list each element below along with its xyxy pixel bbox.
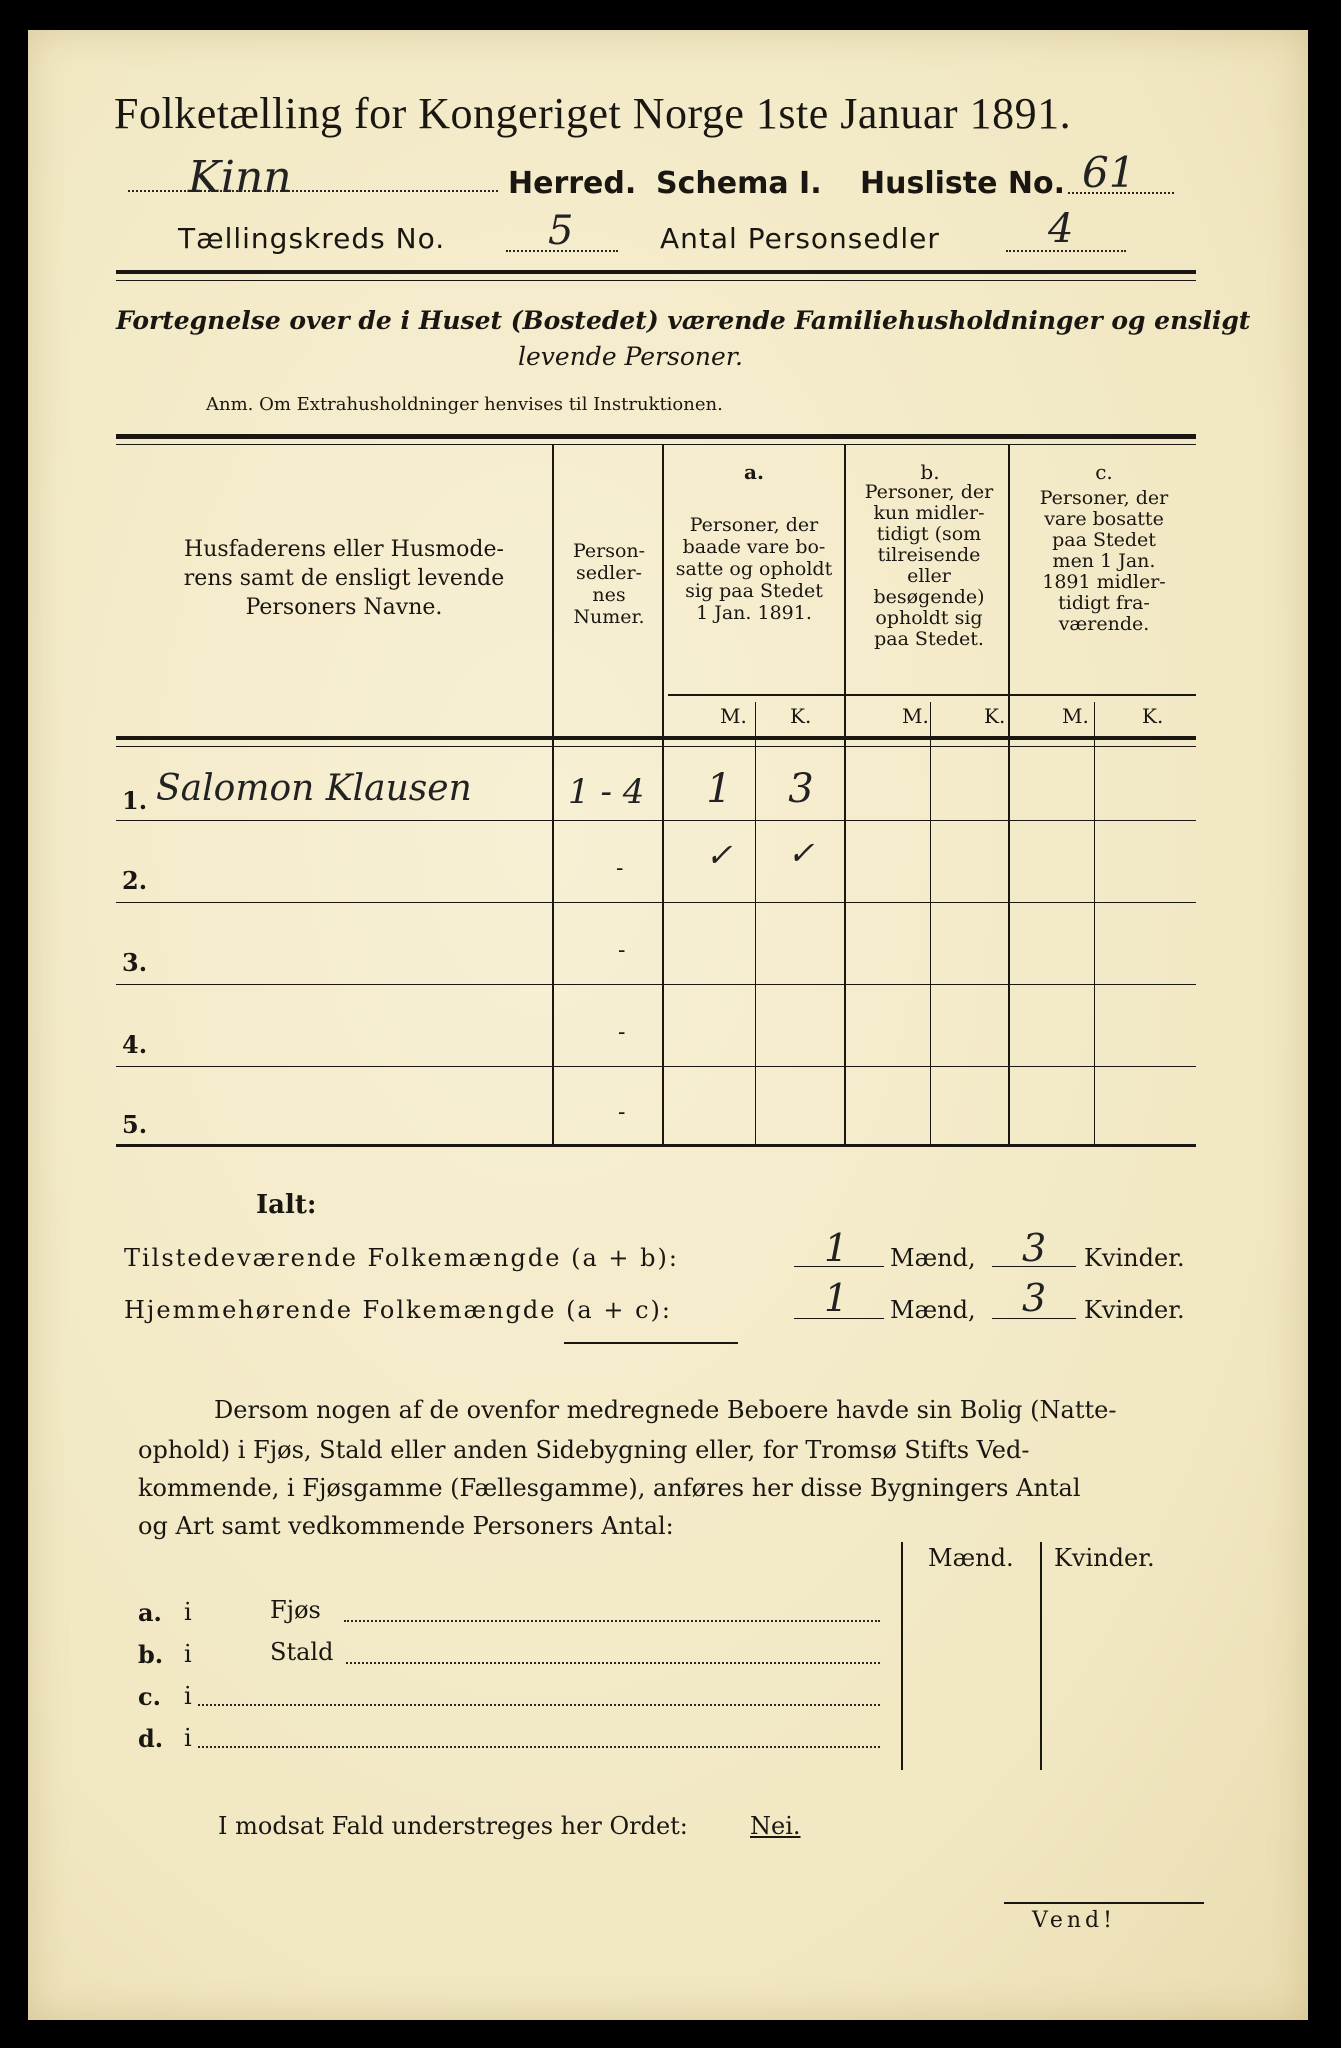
tilstede-m-value: 1	[824, 1226, 849, 1270]
col-c-line: men 1 Jan.	[1052, 550, 1156, 572]
sidebygning-line: kommende, i Fjøsgamme (Fællesgamme), anføres her disse Bygningers Antal	[138, 1474, 1081, 1502]
col-name-line: Personers Navne.	[245, 595, 443, 620]
c-k-label: K.	[1142, 704, 1164, 728]
col-c-line: vare bosatte	[1044, 508, 1164, 530]
col-c-line: værende.	[1058, 613, 1150, 635]
col-b-line: tilreisende	[877, 544, 981, 566]
col-name-header	[124, 535, 564, 622]
kreds-label: Tællingskreds No.	[178, 222, 446, 255]
item-dotline	[198, 1746, 880, 1748]
header-bottom-rule-thin	[116, 746, 1196, 747]
vline-bm	[930, 702, 931, 1144]
anm-note: Anm. Om Extrahusholdninger henvises til Instruktionen.	[206, 394, 723, 415]
row-number: 1.	[122, 786, 148, 815]
nei-word: Nei.	[750, 1812, 801, 1840]
hjemme-label: Hjemmehørende Folkemængde (a + c):	[124, 1296, 672, 1324]
tilstede-k-value: 3	[1022, 1226, 1047, 1270]
item-dotline	[344, 1620, 880, 1622]
table-bottom-rule	[116, 1144, 1196, 1147]
row-sedler: -	[616, 856, 624, 881]
col-b-letter: b.	[920, 460, 940, 484]
col-a-line: 1 Jan. 1891.	[696, 602, 812, 624]
row-name: Salomon Klausen	[156, 768, 472, 809]
b-m-label: M.	[902, 704, 929, 728]
header-bottom-rule	[116, 736, 1196, 740]
c-m-label: M.	[1062, 704, 1089, 728]
col-kvinder-label: Kvinder.	[1054, 1544, 1155, 1572]
a-m-label: M.	[720, 704, 747, 728]
col-num-line: Numer.	[573, 606, 645, 628]
tilstede-maend: Mænd,	[890, 1244, 976, 1272]
item-i: i	[184, 1640, 192, 1668]
col-c-line: Personer, der	[1039, 487, 1169, 509]
husliste-label: Husliste No.	[860, 166, 1065, 201]
row-rule	[116, 902, 1196, 903]
col-name-line: Husfaderens eller Husmode-	[184, 537, 504, 562]
hjemme-m-value: 1	[824, 1276, 849, 1320]
col-a-line: baade vare bo-	[682, 536, 826, 558]
intro-heading-1: Fortegnelse over de i Huset (Bostedet) værende Familiehusholdninger og ensligt	[116, 306, 1251, 335]
kreds-value: 5	[548, 208, 574, 254]
row-rule	[116, 820, 1196, 821]
col-b-line: tidigt (som	[876, 523, 982, 545]
item-label: Fjøs	[270, 1596, 321, 1624]
col-a-line: satte og opholdt	[675, 558, 833, 580]
row-number: 2.	[122, 866, 148, 895]
item-letter: b.	[138, 1640, 164, 1669]
vline-a	[844, 444, 846, 1144]
col-num-line: Person-	[572, 540, 646, 562]
row-number: 5.	[122, 1110, 148, 1139]
vline-b	[1008, 444, 1010, 1144]
table-top-rule-thin	[116, 444, 1196, 445]
col-c-letter: c.	[1095, 460, 1113, 484]
col-b-header	[846, 482, 1012, 650]
item-dotline	[346, 1662, 880, 1664]
col-c-line: paa Stedet	[1052, 529, 1156, 551]
col-a-letter: a.	[744, 460, 764, 484]
sidebygning-line: Dersom nogen af de ovenfor medregnede Beboere havde sin Bolig (Natte-	[214, 1396, 1117, 1424]
sidebygning-line: ophold) i Fjøs, Stald eller anden Sidebygning eller, for Tromsø Stifts Ved-	[138, 1436, 1030, 1464]
item-letter: a.	[138, 1598, 162, 1627]
row-rule	[116, 984, 1196, 985]
col-c-header	[1012, 488, 1196, 635]
item-i: i	[184, 1724, 192, 1752]
row-a-k: ✓	[787, 834, 815, 872]
hjemme-kvinder: Kvinder.	[1084, 1296, 1185, 1324]
col-b-line: opholdt sig	[875, 607, 983, 629]
row-sedler: -	[618, 1020, 626, 1045]
herred-dotline	[128, 190, 498, 192]
col-b-line: paa Stedet.	[874, 628, 984, 650]
vline-num	[662, 444, 664, 1144]
row-number: 3.	[122, 948, 148, 977]
a-k-label: K.	[790, 704, 812, 728]
section-divider	[564, 1342, 738, 1344]
ialt-label: Ialt:	[256, 1190, 317, 1220]
vline-maend	[901, 1542, 903, 1770]
col-a-line: Personer, der	[689, 514, 819, 536]
vline-kvinder	[1040, 1542, 1042, 1770]
col-b-line: kun midler-	[873, 502, 985, 524]
col-maend-label: Mænd.	[928, 1544, 1014, 1572]
col-num-line: nes	[592, 584, 626, 606]
col-c-line: 1891 midler-	[1042, 571, 1166, 593]
item-letter: c.	[138, 1682, 161, 1711]
col-a-header	[668, 514, 840, 624]
herred-label: Herred.	[508, 166, 637, 201]
antal-label: Antal Personsedler	[660, 222, 940, 255]
modsat-text: I modsat Fald understreges her Ordet:	[218, 1812, 688, 1840]
vline-am	[755, 702, 756, 1144]
intro-heading-2: levende Personer.	[518, 342, 743, 371]
vline-cm	[1094, 702, 1095, 1144]
item-letter: d.	[138, 1724, 164, 1753]
mk-rule	[668, 694, 1196, 696]
col-b-line: eller	[907, 565, 951, 587]
form-title: Folketælling for Kongeriget Norge 1ste Januar 1891.	[114, 89, 1072, 138]
table-top-rule	[116, 434, 1196, 439]
item-i: i	[184, 1682, 192, 1710]
census-form	[28, 30, 1308, 2020]
item-dotline	[198, 1704, 880, 1706]
col-a-line: sig paa Stedet	[685, 580, 823, 602]
header-rule	[116, 270, 1196, 274]
schema-label: Schema I.	[656, 166, 822, 201]
vend-rule	[1004, 1902, 1204, 1904]
hjemme-k-value: 3	[1022, 1276, 1047, 1320]
col-num-line: sedler-	[576, 562, 642, 584]
col-b-line: Personer, der	[864, 481, 994, 503]
vline-name	[552, 444, 554, 1144]
herred-value: Kinn	[188, 152, 292, 203]
row-sedler: -	[618, 1100, 626, 1125]
row-number: 4.	[122, 1030, 148, 1059]
husliste-value: 61	[1082, 148, 1136, 197]
col-c-line: tidigt fra-	[1058, 592, 1150, 614]
b-k-label: K.	[984, 704, 1006, 728]
sidebygning-line: og Art samt vedkommende Personers Antal:	[138, 1512, 674, 1540]
row-a-k: 3	[788, 766, 814, 812]
item-label: Stald	[270, 1638, 334, 1666]
tilstede-kvinder: Kvinder.	[1084, 1244, 1185, 1272]
col-b-line: besøgende)	[873, 586, 985, 608]
header-rule-thin	[116, 280, 1196, 281]
row-a-m: 1	[706, 766, 732, 812]
item-i: i	[184, 1598, 192, 1626]
vend-label: Vend!	[1032, 1908, 1116, 1933]
row-sedler: -	[618, 938, 626, 963]
row-rule	[116, 1066, 1196, 1067]
tilstede-label: Tilstedeværende Folkemængde (a + b):	[124, 1244, 679, 1272]
antal-value: 4	[1048, 206, 1074, 252]
row-a-m: ✓	[705, 836, 733, 874]
col-name-line: rens samt de ensligt levende	[183, 566, 505, 591]
col-num-header	[554, 540, 664, 628]
hjemme-maend: Mænd,	[890, 1296, 976, 1324]
row-sedler: 1 - 4	[568, 772, 645, 812]
